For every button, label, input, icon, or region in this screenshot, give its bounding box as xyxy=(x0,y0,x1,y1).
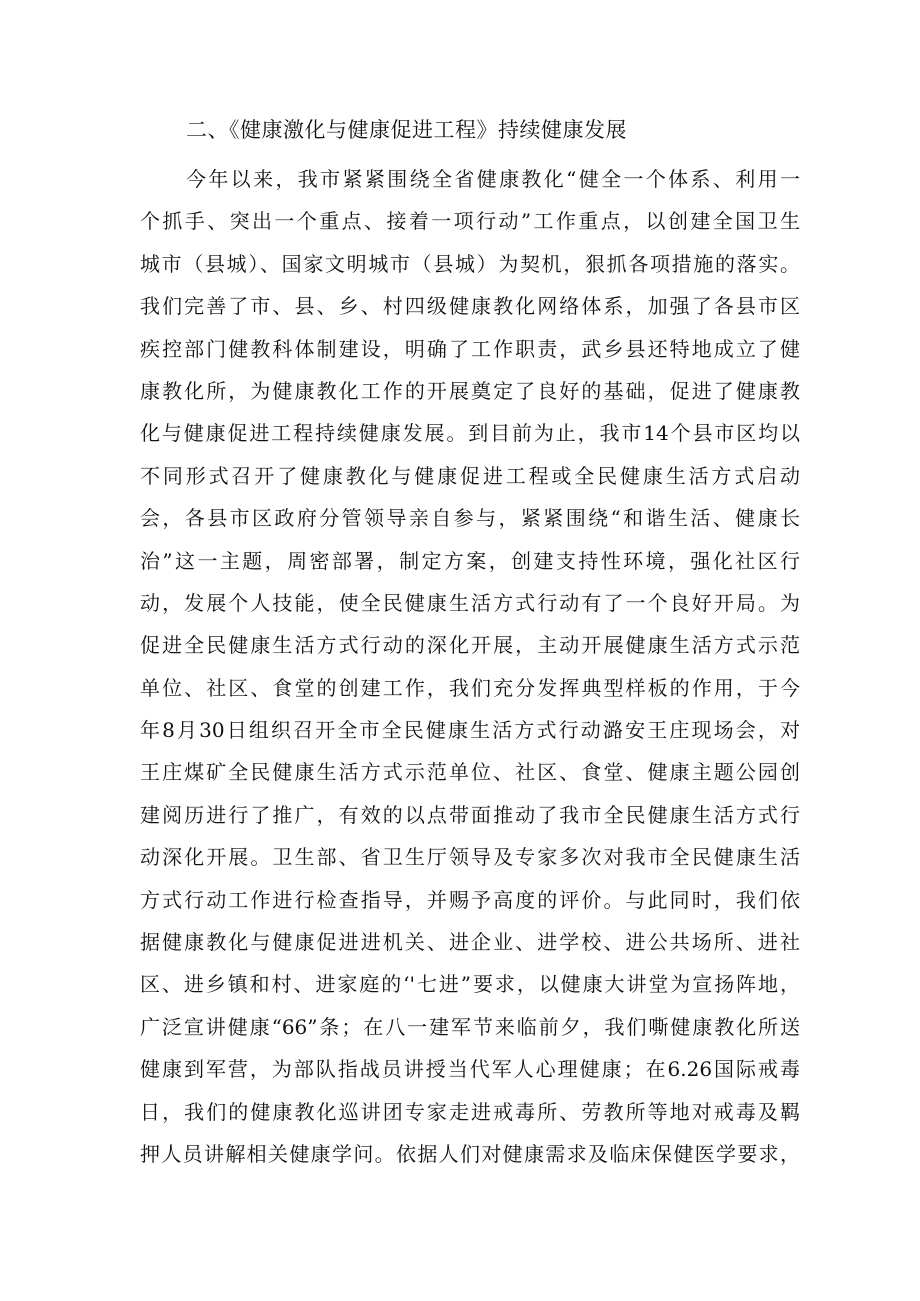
paragraph-line: 促进全民健康生活方式行动的深化开展，主动开展健康生活方式示范 xyxy=(140,633,800,658)
paragraph-line: 年8月30日组织召开全市全民健康生活方式行动潞安王庄现场会，对 xyxy=(140,718,800,743)
paragraph-line: 据健康教化与健康促进进机关、进企业、进学校、进公共场所、进社 xyxy=(140,930,800,955)
paragraph-line: 治”这一主题，周密部署，制定方案，创建支持性环境，强化社区行 xyxy=(140,548,800,573)
paragraph-line: 建阅历进行了推广，有效的以点带面推动了我市全民健康生活方式行 xyxy=(140,802,800,827)
paragraph-line: 会，各县市区政府分管领导亲自参与，紧紧围绕“和谐生活、健康长 xyxy=(140,506,800,531)
paragraph-line: 日，我们的健康教化巡讲团专家走进戒毒所、劳教所等地对戒毒及羁 xyxy=(140,1099,800,1124)
paragraph-line: 广泛宣讲健康“66”条；在八一建军节来临前夕，我们嘶健康教化所送 xyxy=(140,1014,800,1039)
paragraph-line: 单位、社区、食堂的创建工作，我们充分发挥典型样板的作用，于今 xyxy=(140,675,800,700)
paragraph-line: 疾控部门健教科体制建设，明确了工作职责，武乡县还特地成立了健 xyxy=(140,336,800,361)
paragraph-line: 动，发展个人技能，使全民健康生活方式行动有了一个良好开局。为 xyxy=(140,590,800,615)
paragraph-line: 方式行动工作进行检查指导，并赐予高度的评价。与此同时，我们依 xyxy=(140,887,800,912)
paragraph-line: 化与健康促进工程持续健康发展。到目前为止，我市14个县市区均以 xyxy=(140,421,800,446)
paragraph-line: 押人员讲解相关健康学问。依据人们对健康需求及临床保健医学要求， xyxy=(140,1141,800,1166)
paragraph-line: 健康到军营，为部队指战员讲授当代军人心理健康；在6.26国际戒毒 xyxy=(140,1057,800,1082)
paragraph-line: 不同形式召开了健康教化与健康促进工程或全民健康生活方式启动 xyxy=(140,463,800,488)
paragraph-line: 区、进乡镇和村、进家庭的‘'七进”要求，以健康大讲堂为宣扬阵地， xyxy=(140,972,800,997)
paragraph-line: 城市（县城）、国家文明城市（县城）为契机，狠抓各项措施的落实。 xyxy=(140,251,800,276)
paragraph-line: 动深化开展。卫生部、省卫生厅领导及专家多次对我市全民健康生活 xyxy=(140,845,800,870)
body-paragraph xyxy=(140,158,800,1175)
paragraph-line: 康教化所，为健康教化工作的开展奠定了良好的基础，促进了健康教 xyxy=(140,378,800,403)
paragraph-line: 今年以来，我市紧紧围绕全省健康教化“健全一个体系、利用一 xyxy=(186,167,800,191)
paragraph-line: 我们完善了市、县、乡、村四级健康教化网络体系，加强了各县市区 xyxy=(140,294,800,319)
paragraph-line: 个抓手、突出一个重点、接着一项行动”工作重点，以创建全国卫生 xyxy=(140,209,800,234)
paragraph-line: 王庄煤矿全民健康生活方式示范单位、社区、食堂、健康主题公园创 xyxy=(140,760,800,785)
section-heading: 二、《健康激化与健康促进工程》持续健康发展 xyxy=(186,118,627,142)
